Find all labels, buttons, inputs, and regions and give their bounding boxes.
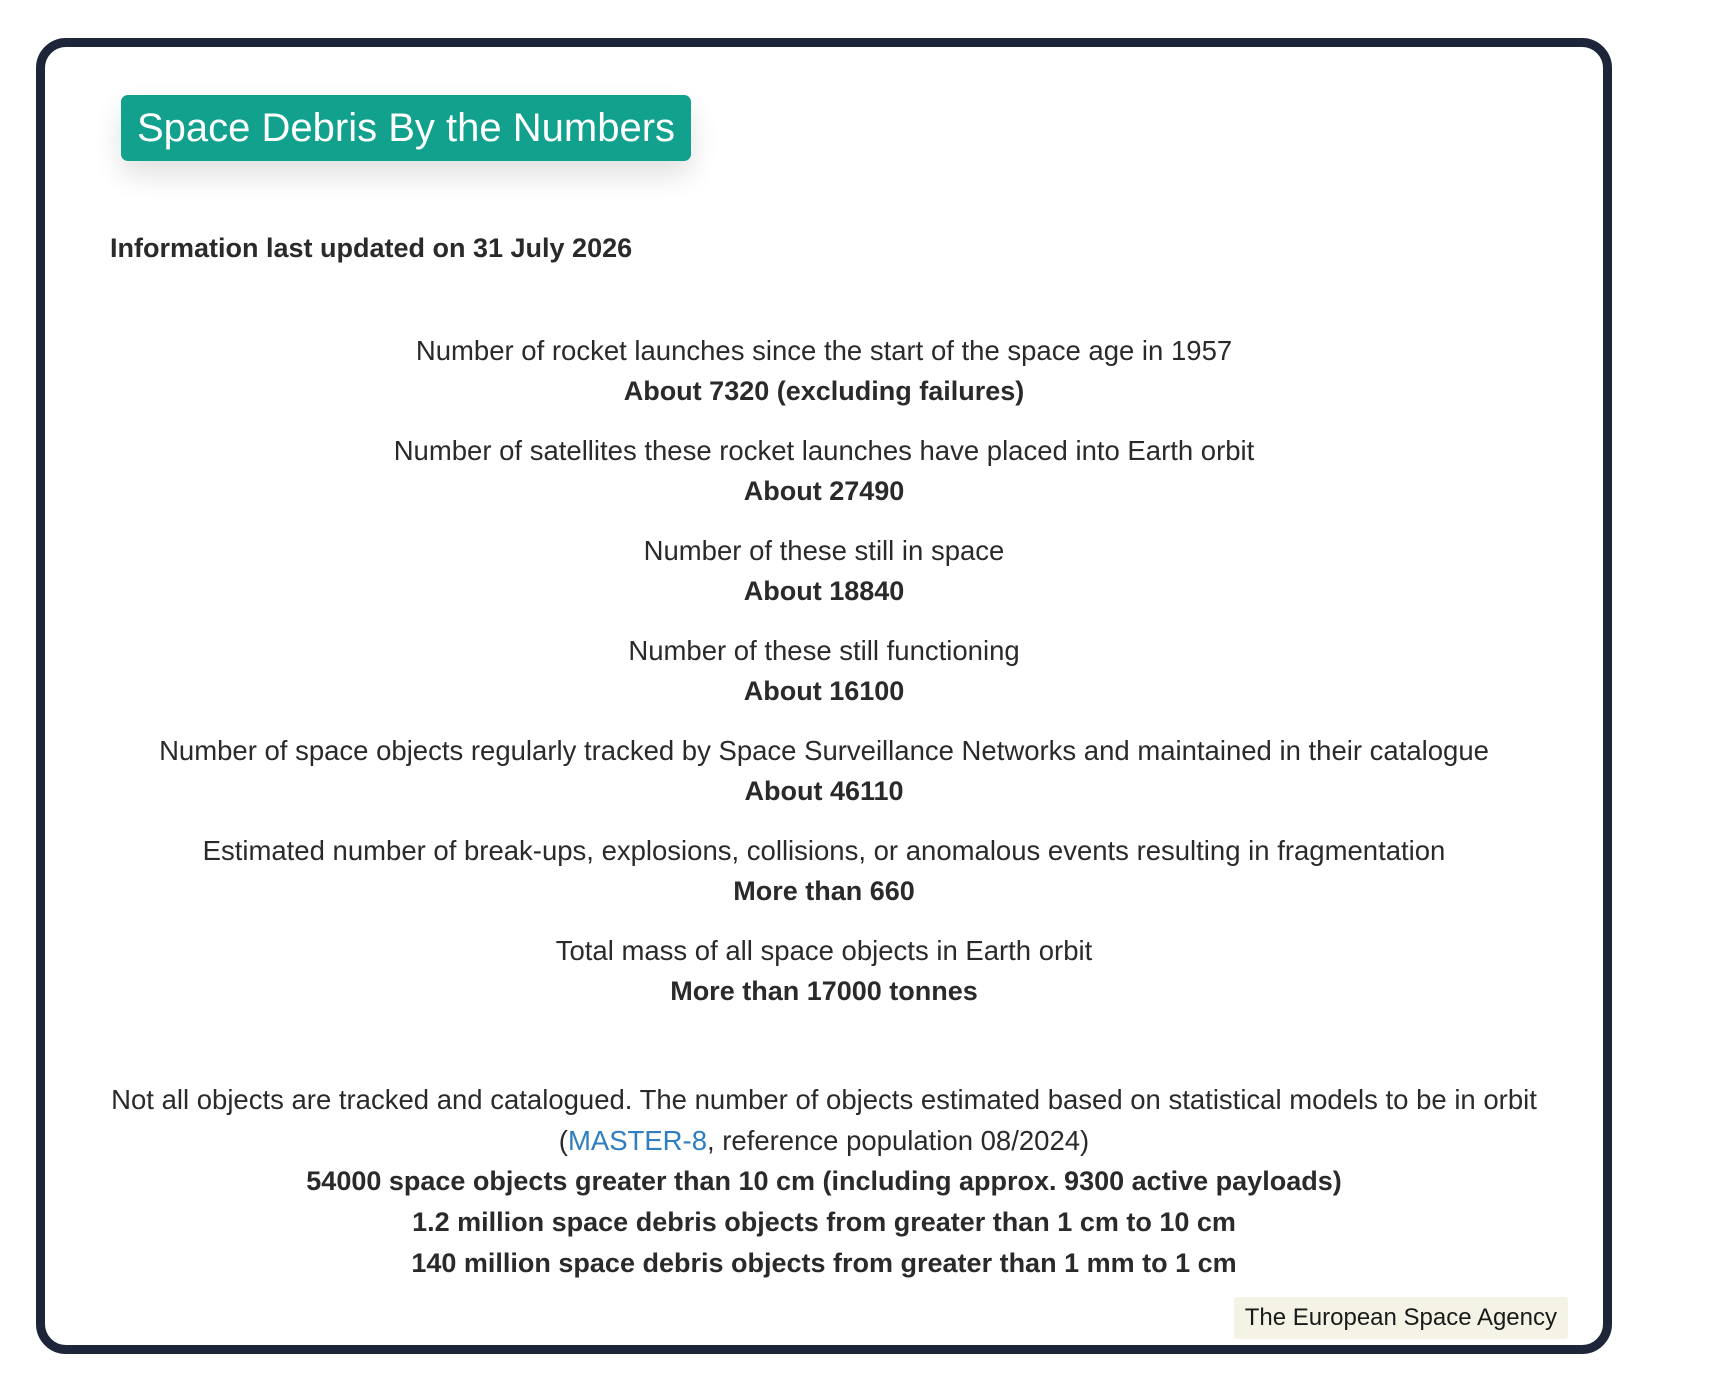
note-line-1: Not all objects are tracked and catalogued. The number of objects estimated based on statistical models to be in orbit [111,1084,1537,1115]
note-line-2-rest: , reference population 08/2024) [706,1125,1090,1156]
stat-item-in-space [45,531,1603,611]
stat-item-mass [45,931,1603,1011]
stat-item-launches [45,331,1603,411]
stat-item-functioning [45,631,1603,711]
paren-open: ( [558,1125,568,1156]
stat-label: Number of satellites these rocket launches have placed into Earth orbit [393,435,1255,466]
stat-label: Total mass of all space objects in Earth orbit [555,935,1093,966]
stat-value: More than 17000 tonnes [670,976,978,1006]
stat-item-tracked [45,731,1603,811]
stat-value: About 46110 [744,776,904,806]
stat-label: Number of these still functioning [628,635,1020,666]
last-updated-text: Information last updated on 31 July 2026 [110,233,633,263]
stat-value: About 18840 [743,576,905,606]
stat-value: More than 660 [733,876,915,906]
stat-label: Number of space objects regularly tracked by Space Surveillance Networks and maintained in their catalogue [159,735,1489,766]
page-title: Space Debris By the Numbers [121,95,691,161]
master-8-link[interactable]: MASTER-8 [567,1125,707,1156]
stat-item-satellites [45,431,1603,511]
stat-value: About 27490 [743,476,905,506]
estimates-note [45,1079,1603,1284]
credit-label: The European Space Agency [1234,1297,1568,1339]
stats-list [45,331,1603,1031]
stat-value: About 16100 [743,676,905,706]
estimate-item: 140 million space debris objects from greater than 1 mm to 1 cm [411,1248,1237,1278]
stat-label: Number of these still in space [643,535,1005,566]
note-line-2 [45,1120,1603,1161]
estimate-item: 54000 space objects greater than 10 cm (including approx. 9300 active payloads) [306,1166,1342,1196]
estimate-item: 1.2 million space debris objects from greater than 1 cm to 10 cm [412,1207,1236,1237]
stat-value: About 7320 (excluding failures) [623,376,1025,406]
stat-label: Estimated number of break-ups, explosions, collisions, or anomalous events resulting in fragmentation [202,835,1446,866]
infographic-card [36,38,1612,1354]
stat-item-fragmentation [45,831,1603,911]
stat-label: Number of rocket launches since the start of the space age in 1957 [415,335,1233,366]
